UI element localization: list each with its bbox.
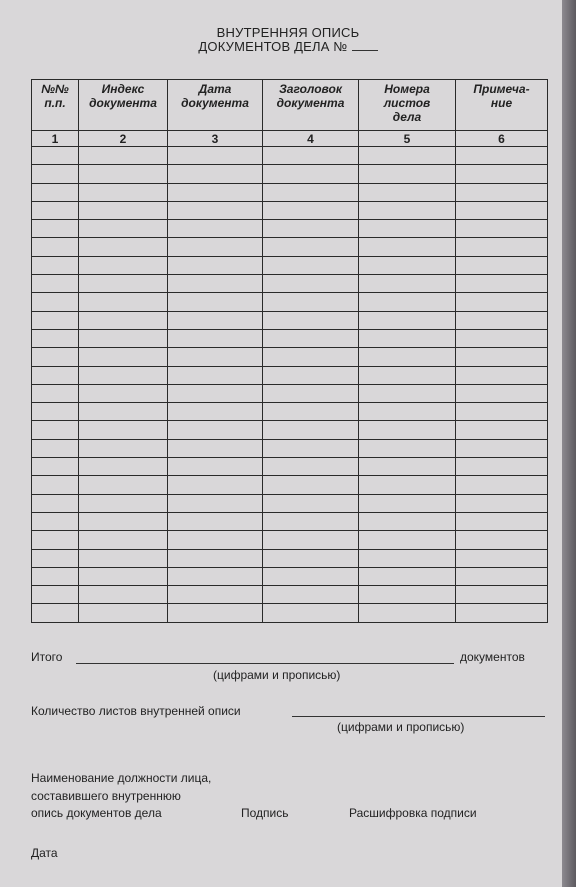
table-cell[interactable] [359, 366, 456, 384]
table-row [32, 311, 548, 329]
table-cell[interactable] [359, 439, 456, 457]
table-cell[interactable] [79, 512, 168, 530]
table-cell[interactable] [32, 238, 79, 256]
table-row [32, 201, 548, 219]
table-cell[interactable] [168, 275, 263, 293]
table-cell[interactable] [359, 183, 456, 201]
table-cell[interactable] [359, 421, 456, 439]
table-cell[interactable] [359, 512, 456, 530]
sheets-hint: (цифрами и прописью) [337, 720, 465, 734]
page-edge [562, 0, 576, 887]
table-cell[interactable] [359, 256, 456, 274]
table-cell[interactable] [168, 165, 263, 183]
table-cell[interactable] [359, 458, 456, 476]
table-cell[interactable] [456, 275, 548, 293]
table-cell[interactable] [263, 220, 359, 238]
table-cell[interactable] [263, 348, 359, 366]
table-cell[interactable] [168, 403, 263, 421]
table-cell[interactable] [79, 220, 168, 238]
table-cell[interactable] [456, 494, 548, 512]
table-cell[interactable] [263, 147, 359, 165]
table-cell[interactable] [263, 329, 359, 347]
table-cell[interactable] [79, 604, 168, 622]
table-cell[interactable] [32, 512, 79, 530]
table-cell[interactable] [79, 403, 168, 421]
table-cell[interactable] [168, 458, 263, 476]
column-number: 5 [359, 131, 456, 147]
table-cell[interactable] [79, 147, 168, 165]
table-row [32, 458, 548, 476]
table-cell[interactable] [359, 403, 456, 421]
table-cell[interactable] [79, 275, 168, 293]
table-cell[interactable] [32, 329, 79, 347]
table-cell[interactable] [168, 329, 263, 347]
table-row [32, 586, 548, 604]
table-cell[interactable] [168, 604, 263, 622]
table-cell[interactable] [456, 366, 548, 384]
table-cell[interactable] [32, 348, 79, 366]
column-number: 6 [456, 131, 548, 147]
inventory-table [31, 79, 548, 623]
table-cell[interactable] [263, 293, 359, 311]
table-cell[interactable] [32, 458, 79, 476]
table-row [32, 384, 548, 402]
table-cell[interactable] [79, 567, 168, 585]
table-cell[interactable] [79, 183, 168, 201]
position-label-line3: опись документов дела [31, 806, 162, 820]
table-cell[interactable] [359, 311, 456, 329]
table-cell[interactable] [168, 293, 263, 311]
form-subtitle [0, 39, 576, 54]
column-number-row [32, 131, 548, 147]
table-cell[interactable] [79, 329, 168, 347]
table-cell[interactable] [456, 183, 548, 201]
table-cell[interactable] [168, 238, 263, 256]
position-label-line1: Наименование должности лица, [31, 771, 212, 785]
signature-label: Подпись [241, 806, 289, 820]
table-cell[interactable] [263, 531, 359, 549]
table-cell[interactable] [456, 458, 548, 476]
table-cell[interactable] [79, 494, 168, 512]
header-number: №№ п.п. [32, 80, 79, 131]
table-cell[interactable] [359, 147, 456, 165]
table-cell[interactable] [32, 366, 79, 384]
table-row [32, 549, 548, 567]
table-cell[interactable] [456, 512, 548, 530]
column-number: 3 [168, 131, 263, 147]
table-cell[interactable] [79, 421, 168, 439]
table-cell[interactable] [168, 348, 263, 366]
table-cell[interactable] [79, 458, 168, 476]
table-cell[interactable] [32, 531, 79, 549]
table-cell[interactable] [456, 147, 548, 165]
table-cell[interactable] [359, 165, 456, 183]
total-field[interactable] [76, 663, 454, 664]
table-row [32, 238, 548, 256]
table-cell[interactable] [32, 586, 79, 604]
table-cell[interactable] [32, 549, 79, 567]
table-cell[interactable] [168, 512, 263, 530]
table-cell[interactable] [168, 567, 263, 585]
table-cell[interactable] [263, 567, 359, 585]
table-cell[interactable] [359, 567, 456, 585]
table-cell[interactable] [263, 201, 359, 219]
table-cell[interactable] [32, 439, 79, 457]
table-cell[interactable] [32, 147, 79, 165]
table-row [32, 439, 548, 457]
table-cell[interactable] [359, 586, 456, 604]
table-cell[interactable] [168, 476, 263, 494]
table-row [32, 512, 548, 530]
table-cell[interactable] [456, 238, 548, 256]
table-cell[interactable] [263, 238, 359, 256]
total-label: Итого [31, 650, 63, 664]
table-cell[interactable] [79, 384, 168, 402]
table-cell[interactable] [32, 421, 79, 439]
table-cell[interactable] [32, 567, 79, 585]
table-row [32, 293, 548, 311]
table-cell[interactable] [359, 201, 456, 219]
table-cell[interactable] [32, 183, 79, 201]
table-cell[interactable] [263, 421, 359, 439]
table-row [32, 604, 548, 622]
table-cell[interactable] [32, 201, 79, 219]
table-cell[interactable] [263, 604, 359, 622]
table-cell[interactable] [456, 256, 548, 274]
table-cell[interactable] [359, 604, 456, 622]
table-cell[interactable] [359, 494, 456, 512]
table-cell[interactable] [168, 220, 263, 238]
table-cell[interactable] [79, 348, 168, 366]
header-heading: Заголовок документа [263, 80, 359, 131]
table-cell[interactable] [263, 586, 359, 604]
position-label-line2: составившего внутреннюю [31, 789, 181, 803]
total-hint: (цифрами и прописью) [213, 668, 341, 682]
table-cell[interactable] [32, 256, 79, 274]
table-cell[interactable] [359, 238, 456, 256]
table-row [32, 494, 548, 512]
table-cell[interactable] [456, 476, 548, 494]
table-cell[interactable] [168, 494, 263, 512]
table-cell[interactable] [168, 586, 263, 604]
table-cell[interactable] [168, 384, 263, 402]
table-cell[interactable] [359, 549, 456, 567]
table-cell[interactable] [263, 439, 359, 457]
table-cell[interactable] [456, 604, 548, 622]
table-cell[interactable] [79, 165, 168, 183]
table-cell[interactable] [263, 512, 359, 530]
table-row [32, 256, 548, 274]
table-cell[interactable] [456, 531, 548, 549]
table-row [32, 183, 548, 201]
table-cell[interactable] [168, 439, 263, 457]
table-cell[interactable] [263, 458, 359, 476]
table-cell[interactable] [79, 439, 168, 457]
table-cell[interactable] [168, 256, 263, 274]
table-cell[interactable] [32, 220, 79, 238]
table-cell[interactable] [168, 201, 263, 219]
table-cell[interactable] [79, 293, 168, 311]
table-cell[interactable] [32, 165, 79, 183]
table-cell[interactable] [32, 403, 79, 421]
table-cell[interactable] [456, 403, 548, 421]
table-cell[interactable] [456, 220, 548, 238]
column-number: 2 [79, 131, 168, 147]
table-cell[interactable] [359, 293, 456, 311]
table-cell[interactable] [456, 201, 548, 219]
table-cell[interactable] [456, 549, 548, 567]
table-cell[interactable] [32, 275, 79, 293]
table-row [32, 531, 548, 549]
table-row [32, 366, 548, 384]
table-cell[interactable] [263, 549, 359, 567]
table-cell[interactable] [79, 549, 168, 567]
table-row [32, 147, 548, 165]
table-cell[interactable] [32, 604, 79, 622]
table-cell[interactable] [359, 220, 456, 238]
table-cell[interactable] [168, 549, 263, 567]
table-cell[interactable] [168, 531, 263, 549]
column-number: 1 [32, 131, 79, 147]
table-cell[interactable] [168, 366, 263, 384]
table-cell[interactable] [456, 421, 548, 439]
table-cell[interactable] [456, 329, 548, 347]
sheets-field[interactable] [292, 716, 545, 717]
table-cell[interactable] [32, 384, 79, 402]
case-number-blank[interactable] [352, 50, 378, 51]
total-suffix: документов [460, 650, 525, 664]
table-row [32, 275, 548, 293]
table-cell[interactable] [263, 403, 359, 421]
table-row [32, 220, 548, 238]
table-cell[interactable] [32, 494, 79, 512]
form-title: ВНУТРЕННЯЯ ОПИСЬ [216, 25, 360, 40]
table-cell[interactable] [263, 256, 359, 274]
table-cell[interactable] [263, 165, 359, 183]
table-cell[interactable] [32, 476, 79, 494]
table-cell[interactable] [32, 311, 79, 329]
table-cell[interactable] [79, 201, 168, 219]
table-cell[interactable] [359, 476, 456, 494]
table-cell[interactable] [359, 531, 456, 549]
column-number: 4 [263, 131, 359, 147]
table-cell[interactable] [263, 183, 359, 201]
header-index: Индекс документа [79, 80, 168, 131]
table-cell[interactable] [263, 366, 359, 384]
table-cell[interactable] [79, 476, 168, 494]
header-date: Дата документа [168, 80, 263, 131]
table-row [32, 403, 548, 421]
header-note: Примеча- ние [456, 80, 548, 131]
table-cell[interactable] [263, 311, 359, 329]
date-label: Дата [31, 846, 58, 860]
table-row [32, 329, 548, 347]
table-cell[interactable] [263, 494, 359, 512]
table-cell[interactable] [456, 311, 548, 329]
table-cell[interactable] [168, 147, 263, 165]
table-row [32, 567, 548, 585]
table-row [32, 421, 548, 439]
table-cell[interactable] [359, 384, 456, 402]
sheets-label: Количество листов внутренней описи [31, 704, 241, 718]
table-cell[interactable] [168, 421, 263, 439]
table-cell[interactable] [456, 586, 548, 604]
table-cell[interactable] [359, 275, 456, 293]
table-cell[interactable] [79, 366, 168, 384]
table-cell[interactable] [32, 293, 79, 311]
table-row [32, 348, 548, 366]
header-sheet-numbers: Номера листов дела [359, 80, 456, 131]
table-cell[interactable] [456, 293, 548, 311]
form-subtitle-text: ДОКУМЕНТОВ ДЕЛА № [198, 39, 348, 54]
table-cell[interactable] [79, 586, 168, 604]
table-cell[interactable] [359, 329, 456, 347]
table-cell[interactable] [79, 238, 168, 256]
table-row [32, 476, 548, 494]
table-cell[interactable] [456, 384, 548, 402]
table-cell[interactable] [263, 275, 359, 293]
table-cell[interactable] [263, 476, 359, 494]
table-cell[interactable] [168, 311, 263, 329]
table-cell[interactable] [79, 256, 168, 274]
table-row [32, 165, 548, 183]
table-cell[interactable] [263, 384, 359, 402]
table-cell[interactable] [359, 348, 456, 366]
table-cell[interactable] [79, 531, 168, 549]
table-cell[interactable] [456, 348, 548, 366]
table-cell[interactable] [168, 183, 263, 201]
table-cell[interactable] [456, 567, 548, 585]
signature-decode-label: Расшифровка подписи [349, 806, 477, 820]
table-cell[interactable] [456, 439, 548, 457]
table-header-row [32, 80, 548, 131]
table-cell[interactable] [456, 165, 548, 183]
table-cell[interactable] [79, 311, 168, 329]
